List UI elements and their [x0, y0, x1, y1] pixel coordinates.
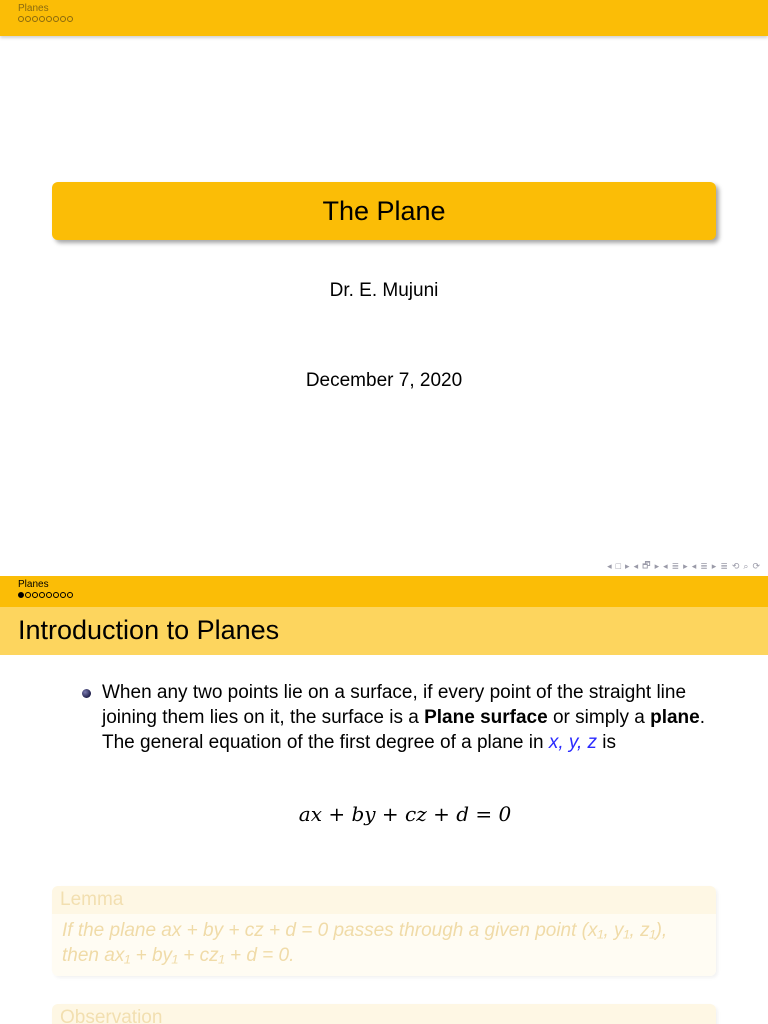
nav-dot[interactable]	[39, 16, 45, 22]
nav-dot[interactable]	[46, 592, 52, 598]
section-nav-dots[interactable]	[18, 592, 73, 598]
author: Dr. E. Mujuni	[329, 280, 439, 301]
prev-frame-icon[interactable]: ◂	[633, 560, 639, 571]
bullet-text: or simply a	[547, 707, 651, 728]
nav-dot[interactable]	[25, 592, 31, 598]
next-frame-icon[interactable]: ▸	[654, 560, 660, 571]
observation-block	[52, 1004, 716, 1024]
section-label[interactable]: Planes	[18, 3, 49, 14]
plane-equation	[0, 802, 768, 827]
bullet-list	[82, 680, 722, 755]
next-subsection-icon[interactable]: ▸	[683, 560, 688, 571]
nav-dot-current[interactable]	[18, 592, 24, 598]
nav-dot[interactable]	[32, 592, 38, 598]
term-plane: plane	[650, 707, 700, 728]
prev-slide-icon[interactable]: ◂	[607, 560, 612, 571]
equation-text: ax + by + cz + d = 0	[298, 802, 512, 826]
section-nav-dots[interactable]	[18, 16, 73, 22]
section-icon[interactable]: ≣	[700, 560, 708, 571]
list-item	[82, 680, 722, 755]
nav-dot[interactable]	[32, 16, 38, 22]
search-icon[interactable]: ⌕	[743, 560, 749, 571]
nav-dot[interactable]	[53, 16, 59, 22]
headline-bar	[0, 0, 768, 36]
frame-title-bar	[0, 607, 768, 655]
prev-subsection-icon[interactable]: ◂	[663, 560, 668, 571]
frame-icon[interactable]: 🗗	[642, 560, 651, 570]
prev-section-icon[interactable]: ◂	[691, 560, 697, 571]
bullet-text: is	[597, 732, 617, 753]
forward-icon[interactable]: ⟳	[752, 560, 760, 571]
next-section-icon[interactable]: ▸	[711, 560, 717, 571]
lemma-block	[52, 886, 716, 976]
section-label[interactable]: Planes	[18, 579, 49, 590]
nav-dot[interactable]	[53, 592, 59, 598]
slide-icon[interactable]: □	[615, 561, 622, 571]
lemma-title: Lemma	[52, 886, 716, 914]
nav-dot[interactable]	[60, 16, 66, 22]
nav-dot[interactable]	[18, 16, 24, 22]
nav-dot[interactable]	[39, 592, 45, 598]
bullet-text: The general equation of the first degree of a plane in	[102, 732, 549, 753]
observation-title: Observation	[52, 1004, 716, 1024]
title-box	[52, 182, 716, 240]
intro-slide	[0, 576, 768, 1024]
subsection-icon[interactable]: ≣	[671, 560, 680, 571]
nav-dot[interactable]	[60, 592, 66, 598]
nav-dot[interactable]	[46, 16, 52, 22]
term-plane-surface: Plane surface	[424, 707, 548, 728]
beamer-navigation-bar	[607, 558, 760, 574]
bullet-text: When any two points lie on a surface, if every point of the straight line joining them lies on it, the surface is a	[102, 682, 687, 728]
nav-dot[interactable]	[67, 16, 73, 22]
nav-dot[interactable]	[67, 592, 73, 598]
nav-dot[interactable]	[25, 16, 31, 22]
document-icon[interactable]: ≣	[720, 560, 728, 571]
back-icon[interactable]: ⟲	[731, 560, 740, 571]
date: December 7, 2020	[305, 370, 463, 391]
next-slide-icon[interactable]: ▸	[625, 560, 630, 571]
variables-xyz: x, y, z	[548, 732, 598, 753]
bullet-text: .	[699, 707, 706, 728]
frame-title: Introduction to Planes	[18, 615, 280, 645]
presentation-title: The Plane	[322, 195, 446, 226]
lemma-body: If the plane ax + by + cz + d = 0 passes through a given point (x₁, y₁, z₁), then ax₁ + by₁ + cz₁ + d = 0.	[52, 914, 716, 976]
